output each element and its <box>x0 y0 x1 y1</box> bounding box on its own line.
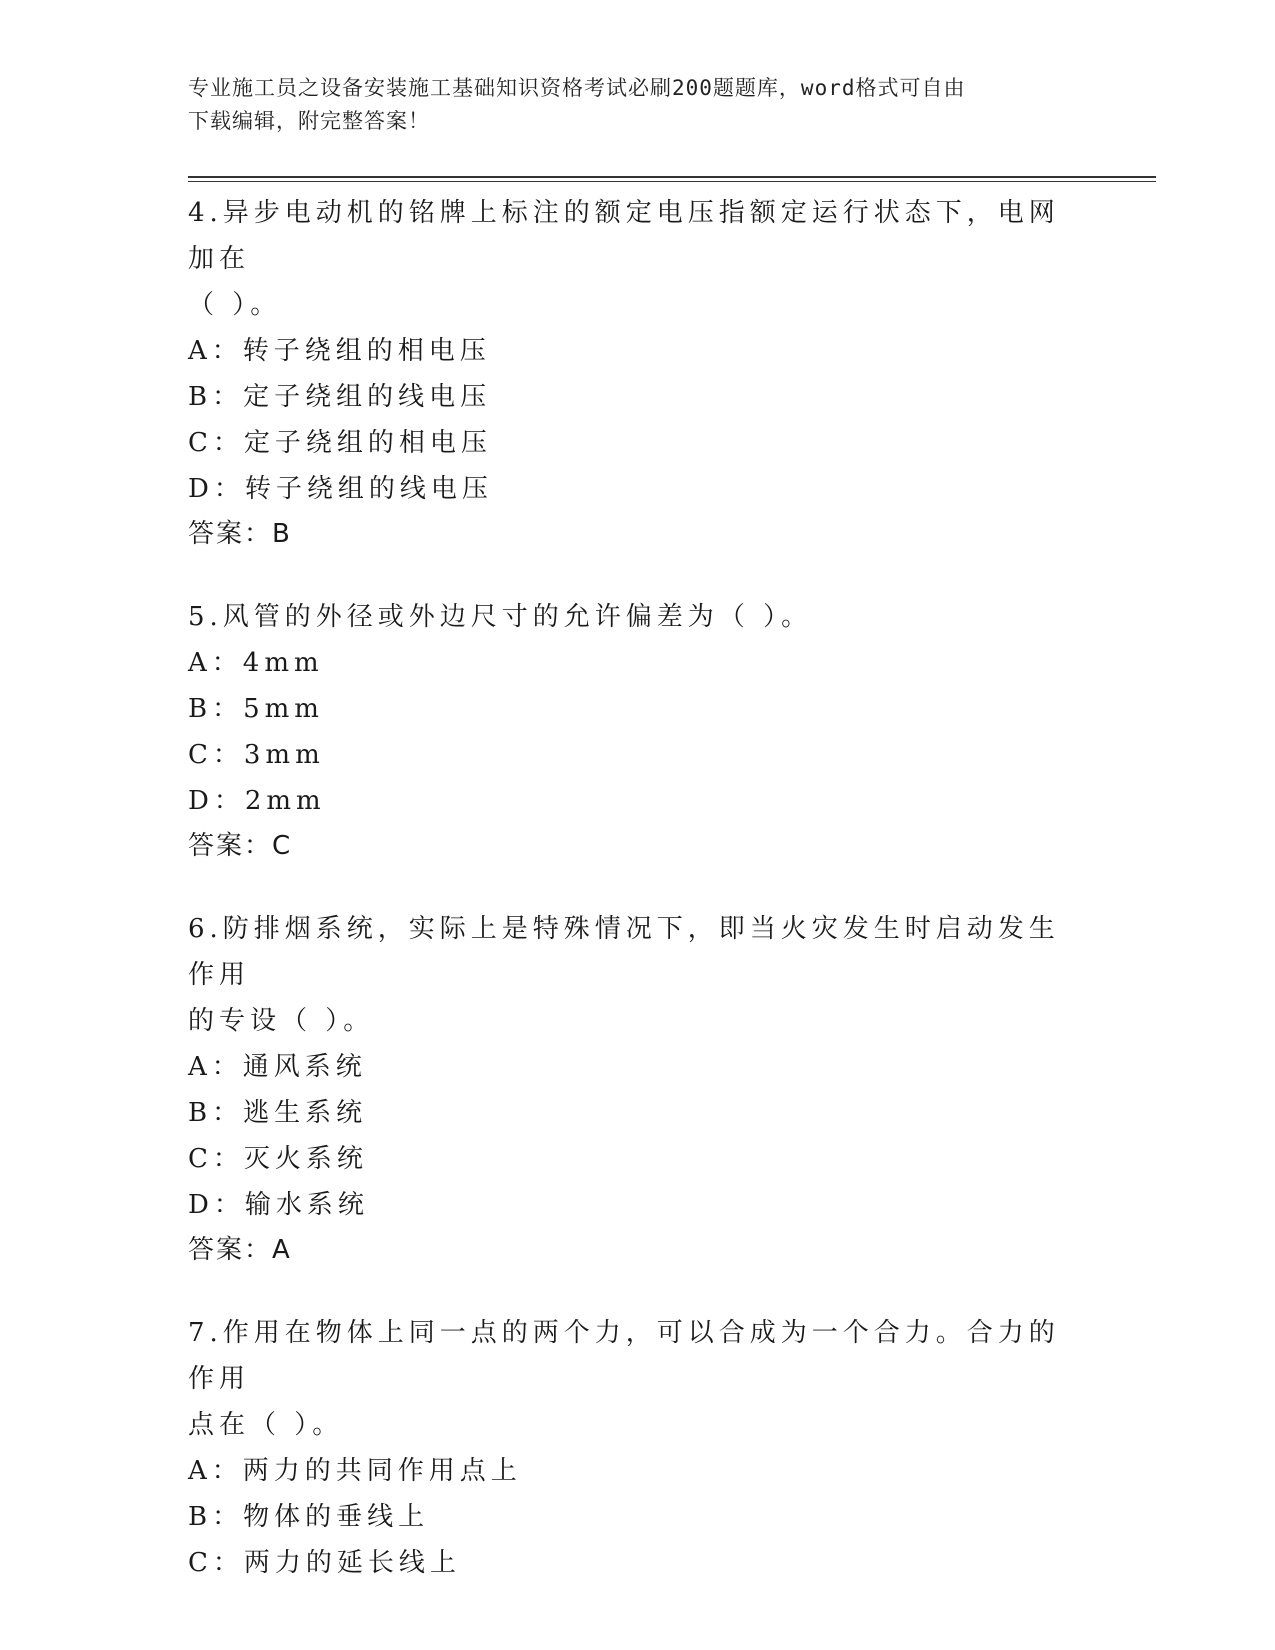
question-5 <box>188 594 1068 868</box>
option-b: B：逃生系统 <box>188 1098 368 1128</box>
option-c: C：定子绕组的相电压 <box>188 428 492 458</box>
header-divider-thick <box>188 176 1156 178</box>
answer: 答案：A <box>188 1235 292 1265</box>
header-title-line-2: 下载编辑，附完整答案！ <box>188 109 430 133</box>
option-a: A：两力的共同作用点上 <box>188 1456 522 1486</box>
question-7 <box>188 1310 1068 1586</box>
answer: 答案：C <box>188 831 293 861</box>
option-b: B：定子绕组的线电压 <box>188 382 492 412</box>
option-a: A：通风系统 <box>188 1052 367 1082</box>
question-stem: 6.防排烟系统，实际上是特殊情况下，即当火灾发生时启动发生作用 <box>188 914 1060 990</box>
question-list <box>188 190 1068 1624</box>
option-c: C：两力的延长线上 <box>188 1548 461 1578</box>
option-a: A：4mm <box>188 648 324 678</box>
option-d: D：输水系统 <box>188 1190 369 1220</box>
question-4 <box>188 190 1068 556</box>
question-stem: 4.异步电动机的铭牌上标注的额定电压指额定运行状态下，电网加在 <box>188 198 1060 274</box>
option-c: C：3mm <box>188 740 325 770</box>
option-d: D：转子绕组的线电压 <box>188 474 493 504</box>
option-b: B：物体的垂线上 <box>188 1502 430 1532</box>
question-stem-continued: 点在（ ）。 <box>188 1410 344 1440</box>
header-divider-thin <box>188 181 1156 182</box>
option-d: D：2mm <box>188 786 326 816</box>
question-stem-continued: 的专设（ ）。 <box>188 1006 375 1036</box>
question-stem: 5.风管的外径或外边尺寸的允许偏差为（ ）。 <box>188 602 813 632</box>
document-header <box>188 72 1068 138</box>
answer: 答案：B <box>188 519 292 549</box>
question-stem-continued: （ ）。 <box>188 290 282 320</box>
option-a: A：转子绕组的相电压 <box>188 336 491 366</box>
question-stem: 7.作用在物体上同一点的两个力，可以合成为一个合力。合力的作用 <box>188 1318 1060 1394</box>
option-c: C：灭火系统 <box>188 1144 368 1174</box>
header-title-line-1: 专业施工员之设备安装施工基础知识资格考试必刷200题题库，word格式可自由 <box>188 76 966 100</box>
question-6 <box>188 906 1068 1272</box>
option-b: B：5mm <box>188 694 324 724</box>
